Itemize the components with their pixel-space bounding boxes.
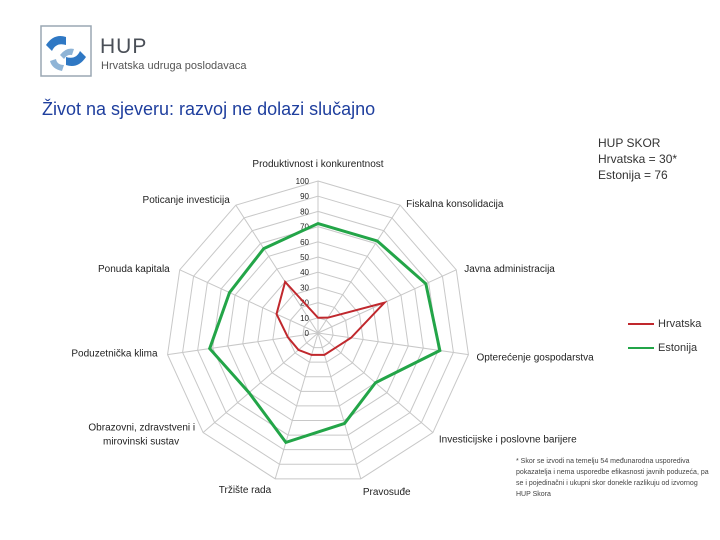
axis-label: Poduzetnička klima (71, 348, 158, 360)
axis-label: Javna administracija (464, 263, 555, 275)
logo-subtitle: Hrvatska udruga poslodavaca (101, 60, 247, 72)
axis-label: Tržište rada (218, 484, 272, 496)
tick-label: 90 (300, 192, 309, 202)
tick-label: 100 (295, 177, 309, 186)
tick-label: 80 (300, 207, 309, 217)
axis-label: Obrazovni, zdravstveni i mirovinski sustav (88, 422, 196, 448)
legend-label-estonija: Estonija (658, 342, 698, 354)
legend-item-hrvatska (628, 312, 701, 336)
tick-label: 10 (300, 313, 309, 323)
tick-label: 40 (300, 268, 309, 278)
footnote: * Skor se izvodi na temelju 54 međunarodna usporediva pokazatelja i nema usporedbe efikasnosti javnih poduzeća, pa se i pojedinačni i ukupni skor donekle razlikuju od izvornog HUP Skora (516, 458, 709, 498)
legend-label-hrvatska: Hrvatska (658, 318, 702, 330)
axis-label: Investicijske i poslovne barijere (438, 434, 577, 446)
page-title: Život na sjeveru: razvoj ne dolazi slučajno (42, 99, 376, 119)
chart-legend (628, 312, 701, 360)
legend-item-estonija (628, 336, 701, 360)
logo-title: HUP (100, 35, 148, 58)
score-hrvatska: Hrvatska = 30* (598, 152, 678, 166)
grid-spoke (168, 333, 318, 355)
tick-label: 60 (300, 237, 309, 247)
axis-label: Ponuda kapitala (98, 263, 170, 275)
legend-swatch-hrvatska (628, 323, 654, 325)
axis-label: Opterećenje gospodarstva (476, 352, 594, 364)
axis-label: Produktivnost i konkurentnost (252, 159, 384, 170)
axis-label: Fiskalna konsolidacija (406, 199, 504, 211)
tick-label: 0 (304, 329, 309, 338)
legend-swatch-estonija (628, 347, 654, 349)
tick-label: 50 (300, 253, 309, 262)
axis-label: Pravosuđe (362, 486, 411, 498)
tick-label: 70 (300, 222, 309, 232)
tick-label: 30 (300, 283, 309, 293)
axis-label: Poticanje investicija (142, 195, 230, 207)
tick-label: 20 (300, 298, 309, 308)
score-title: HUP SKOR (598, 136, 661, 150)
score-estonija: Estonija = 76 (598, 168, 668, 182)
